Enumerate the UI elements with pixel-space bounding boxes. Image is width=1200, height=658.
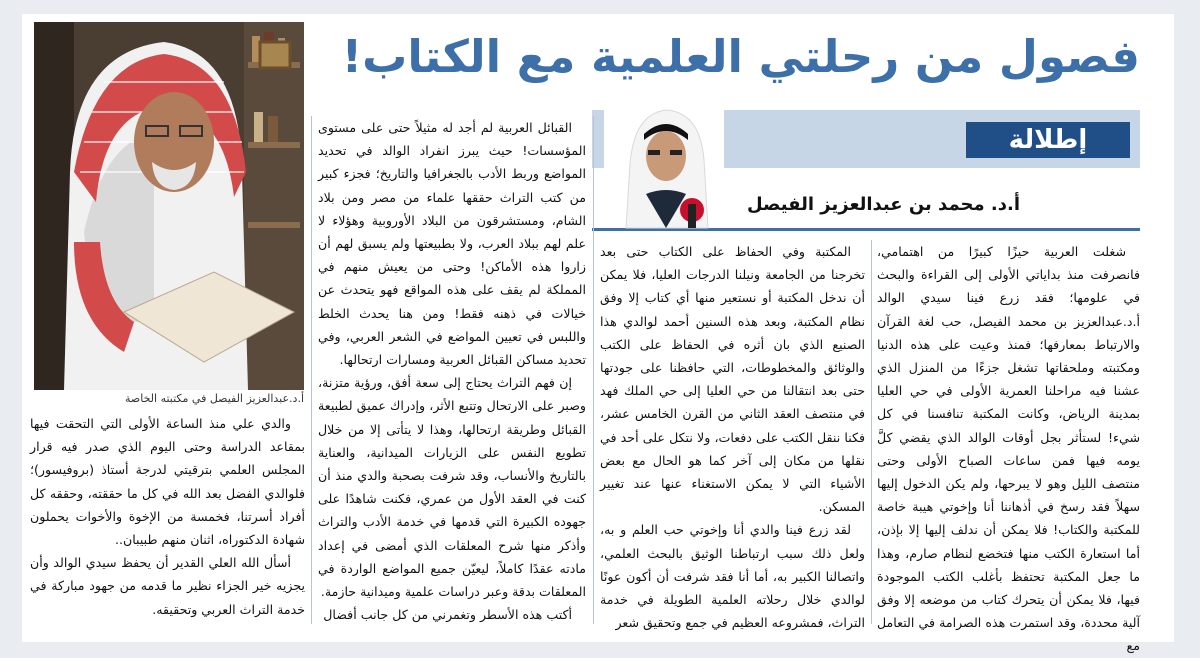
paragraph: لقد زرع فينا والدي أنا وإخوتي حب العلم و به، ولعل ذلك سبب ارتباطنا الوثيق بالبحث العلمي، واتصالنا الكبير به، أما أنا فقد شرفت أن أكون عونًا لوالدي خلال رحلاته العلمية الطويلة في خدمة التراث، فمشروعه العظيم في جمع وتحقيق شعر (600, 522, 865, 631)
author-portrait (604, 94, 724, 228)
photo-caption: أ.د.عبدالعزيز الفيصل في مكتبته الخاصة (124, 392, 304, 405)
paragraph: المكتبة وفي الحفاظ على الكتاب حتى بعد تخرجنا من الجامعة ونيلنا الدرجات العليا، فلا يمكن أن ندخل المكتبة أو نستعير منها أي كتاب إلا وفق نظام المكتبة، وبعد هذه السنين أحمد لوالدي هذا الصنيع الذي بان أثره في الحفاظ على الكتب والوثائق والمخطوطات، التي حافظنا على جودتها حتى بعد انتقالنا من حي العليا إلى حي الملك فهد في منتصف العقد الثاني من القرن الخامس عشر، فكنا ننقل الكتب على دفعات، ولا نتكل على أحد في نقلها من مكان إلى آخر كما هو الحال مع بعض الأشياء التي لا يمكن الاستغناء عنها عند تغيير المسكن. (600, 244, 865, 515)
column-divider (871, 240, 872, 624)
scholar-photo (34, 22, 304, 390)
paragraph: أسأل الله العلي القدير أن يحفظ سيدي الوالد وأن يجزيه خير الجزاء نظير ما قدمه من جهود مباركة في خدمة التراث العربي وتحقيقه. (30, 555, 305, 617)
column-divider (593, 116, 594, 624)
article-column-1 (877, 240, 1140, 654)
column-divider (311, 116, 312, 624)
paragraph: والدي علي منذ الساعة الأولى التي التحقت فيها بمقاعد الدراسة وحتى اليوم الذي صدر فيه قرار المجلس العلمي بترقيتي لدرجة أستاذ (بروفيسور)؛ فلوالدي الفضل بعد الله في كل ما حققته، وحققه كل أفراد أسرتنا، فخمسة من الإخوة والأخوات يحملون شهادة الدكتوراه، اثنان منهم طبيبان.. (30, 416, 305, 548)
article-column-2 (600, 240, 865, 631)
article-column-4 (30, 412, 305, 624)
author-portrait-illustration (604, 94, 724, 228)
paragraph: إن فهم التراث يحتاج إلى سعة أفق، ورؤية متزنة، وصبر على الارتحال وتتبع الأثر، وإدراك عميق لطبيعة القبائل وطريقة ارتحالها، وهذا لا يتأتى إلا من خلال تطويع النفس على الزيارات الميدانية، والعناية بالتاريخ والأنساب، وقد شرفت بصحبة والدي منذ أن كنت في العقد الأول من عمري، فكنت شاهدًا على جهوده الكبيرة التي قدمها في خدمة الأدب والتراث وأذكر منها شرح المعلقات الذي أمضى في إعداد مادته عقدًا كاملاً، ليعيّن جميع المواضع الواردة في المعلقات بدقة وعبر دراسات علمية وميدانية حازمة. (318, 375, 586, 600)
paragraph: أكتب هذه الأسطر وتغمرني من كل جانب أفضال (323, 607, 572, 623)
headline: فصول من رحلتي العلمية مع الكتاب! (341, 30, 1140, 83)
column-name-tag: إطلالة (966, 122, 1130, 158)
paragraph: القبائل العربية لم أجد له مثيلاً حتى على مستوى المؤسسات! حيث يبرز انفراد الوالد في تحديد المواضع وربط الأدب بالجغرافيا والتاريخ؛ فجزء كبير من كتب التراث حققها علماء من مصر ومن بلاد الشام، ومستشرقون من البلاد الأوروبية وهؤلاء لا علم لهم ببلاد العرب، ولا بطبيعتها ولم يسبق لهم أن زاروا هذه الأماكن! وحتى من يعيش منهم في المملكة لم يقف على هذه المواقع فهو يتحدث عن خيالات في ذهنه فقط! ومن هنا يحدث الخلط واللبس في تعيين المواضع في الشعر العربي، وفي تحديد مساكن القبائل العربية ومسارات ارتحالها. (318, 120, 586, 368)
scholar-photo-illustration (34, 22, 304, 390)
paragraph: شغلت العربية حيزًا كبيرًا من اهتمامي، فانصرفت منذ بداياتي الأولى إلى القراءة والبحث في علومها؛ فقد زرع فينا سيدي الوالد أ.د.عبدالعزيز بن محمد الفيصل، حب لغة القرآن والارتباط بمعارفها؛ فمنذ وعيت على هذه الدنيا ومكتبته وملحقاتها تشغل جزءًا من المنزل الذي عشنا فيه مراحلنا العمرية الأولى في حي العليا بمدينة الرياض، وكانت المكتبة تنافسنا في كل شيء! لستأثر بجل أوقات الوالد الذي يقضي كلَّ يومه فيها فمن ساعات الصباح الأولى وحتى منتصف الليل وهو لا يبرحها، ولم يكن الدخول إليها سهلاً فقد رسخ في أذهاننا أنا وإخوتي هيبة خاصة للمكتبة والكتاب! فلا يمكن أن ندلف إليها إلا بإذن، أما استعارة الكتب منها فتخضع لنظام صارم، وهذا ما جعل المكتبة تحتفظ بأغلب الكتب الموجودة فيها، فلا يمكن أن يتحرك كتاب من موضعه إلا وفق آلية محددة، وقد استمرت هذه الصرامة في التعامل مع (877, 244, 1140, 654)
article-column-3 (318, 116, 586, 624)
author-byline: أ.د. محمد بن عبدالعزيز الفيصل (746, 194, 1020, 215)
